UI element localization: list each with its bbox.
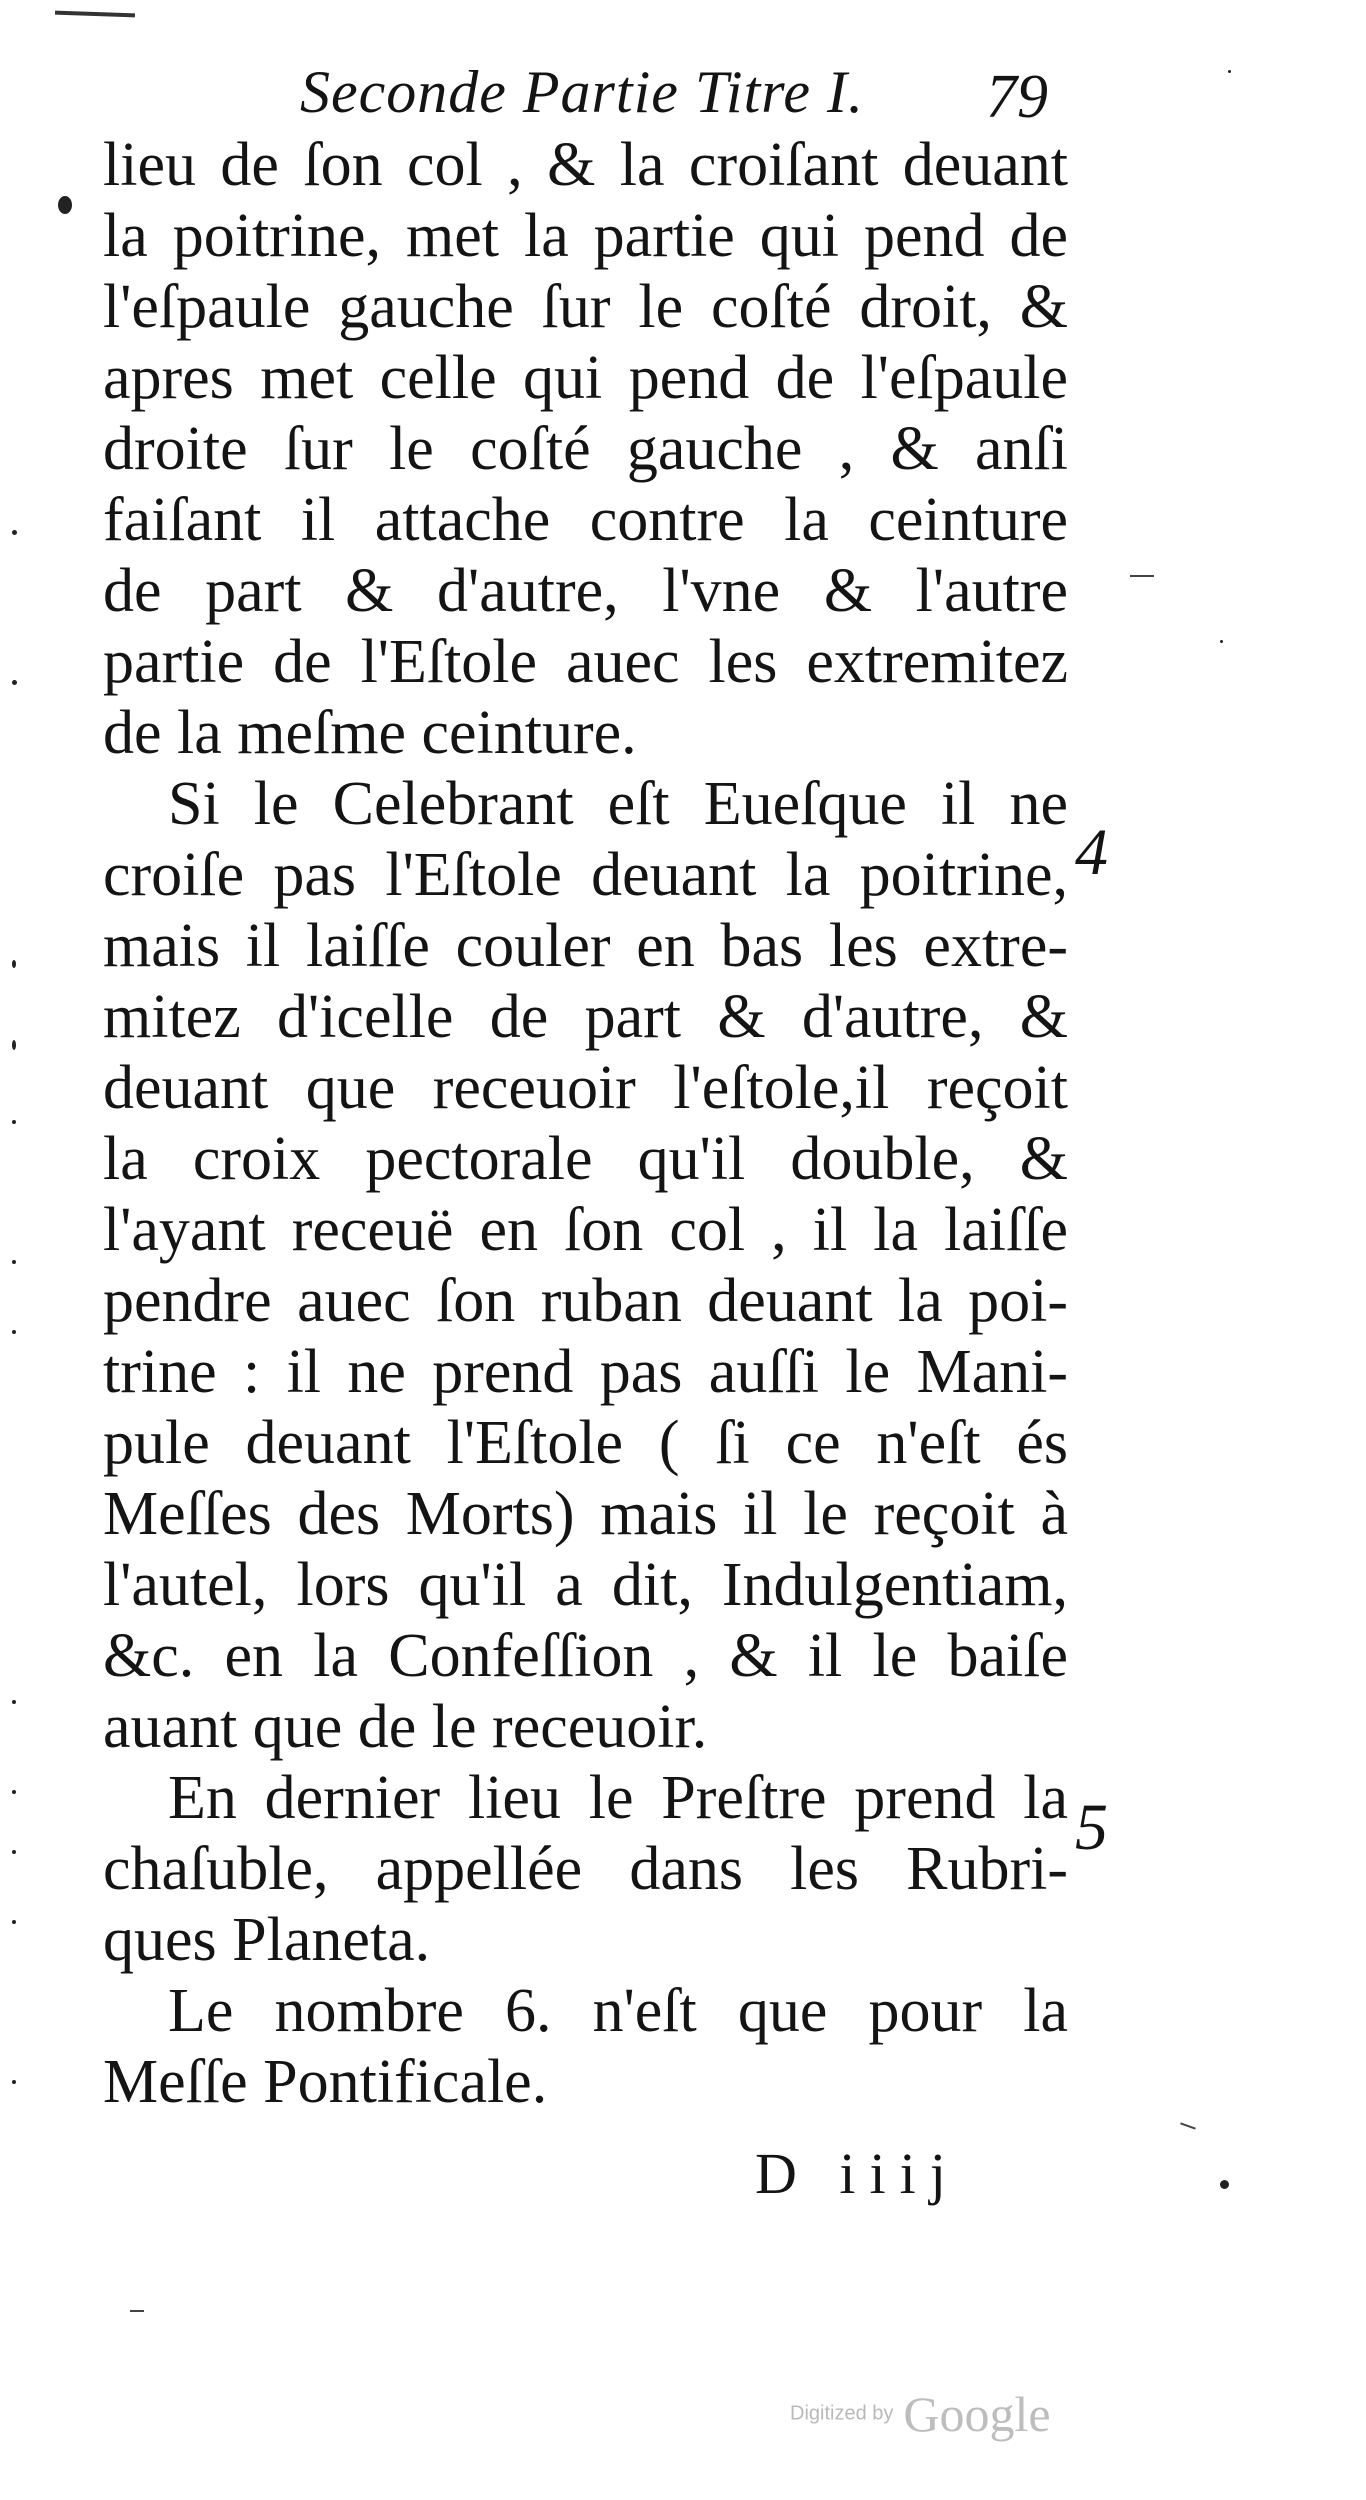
text-line: l'autel, lors qu'il a dit, Indulgentiam, [103, 1551, 1068, 1619]
scan-speck [12, 1260, 16, 1264]
scan-speck [1220, 2180, 1229, 2189]
margin-number-5: 5 [1075, 1791, 1108, 1864]
scan-speck [12, 680, 17, 685]
text-line: pule deuant l'Eſtole ( ſi ce n'eſt és [103, 1409, 1068, 1477]
scan-speck [12, 530, 17, 535]
text-line: croiſe pas l'Eſtole deuant la poitrine, [103, 841, 1068, 909]
scan-speck [12, 1330, 16, 1334]
text-line: mitez d'icelle de part & d'autre, & [103, 983, 1068, 1051]
scan-speck [12, 1850, 16, 1854]
text-line: de part & d'autre, l'vne & l'autre [103, 557, 1068, 625]
scan-speck [12, 1120, 16, 1124]
running-head: Seconde Partie Titre I. [300, 59, 864, 125]
text-line: chaſuble, appellée dans les Rubri- [103, 1835, 1068, 1903]
digitized-watermark [790, 2385, 1051, 2443]
text-line: Meſſes des Morts) mais il le reçoit à [103, 1480, 1068, 1548]
scan-speck [1228, 70, 1231, 73]
text-line: trine : il ne prend pas auſſi le Mani- [103, 1338, 1068, 1406]
text-line: ques Planeta. [103, 1906, 431, 1974]
text-line: &c. en la Confeſſion , & il le baiſe [103, 1622, 1068, 1690]
text-line: l'ayant receuë en ſon col , il la laiſſe [103, 1196, 1068, 1264]
text-line: la croix pectorale qu'il double, & [103, 1125, 1068, 1193]
scan-speck [12, 1920, 16, 1924]
scan-speck [12, 1700, 16, 1704]
text-line: la poitrine, met la partie qui pend de [103, 202, 1068, 270]
scan-speck [12, 2080, 16, 2084]
google-logo: Google [903, 2386, 1051, 2442]
text-line: Si le Celebrant eſt Eueſque il ne [168, 770, 1068, 838]
text-line: de la meſme ceinture. [103, 699, 637, 767]
page-number: 79 [986, 63, 1048, 131]
scan-mark [55, 11, 135, 18]
body-text [103, 130, 1068, 2118]
margin-number-4: 4 [1075, 816, 1108, 889]
digitized-by-text: Digitized by [790, 2402, 894, 2425]
text-line: En dernier lieu le Preſtre prend la [168, 1764, 1068, 1832]
scan-dash [130, 2310, 144, 2312]
ink-blot [58, 196, 72, 214]
text-line: l'eſpaule gauche ſur le coſté droit, & [103, 273, 1068, 341]
scan-speck [12, 1790, 16, 1794]
signature-mark: D iiij [755, 2141, 960, 2206]
text-line: mais il laiſſe couler en bas les extre- [103, 912, 1068, 980]
scan-dash [1180, 2122, 1196, 2129]
text-line: lieu de ſon col , & la croiſant deuant [103, 131, 1068, 199]
scan-speck [1220, 640, 1223, 643]
text-line: faiſant il attache contre la ceinture [103, 486, 1068, 554]
text-line: Meſſe Pontificale. [103, 2048, 548, 2116]
text-line: apres met celle qui pend de l'eſpaule [103, 344, 1068, 412]
text-line: deuant que receuoir l'eſtole,il reçoit [103, 1054, 1068, 1122]
scan-speck [12, 1040, 16, 1050]
text-line: droite ſur le coſté gauche , & anſi [103, 415, 1068, 483]
text-line: auant que de le receuoir. [103, 1693, 708, 1761]
scan-dash [1130, 575, 1154, 577]
text-line: Le nombre 6. n'eſt que pour la [168, 1977, 1068, 2045]
text-line: partie de l'Eſtole auec les extremitez [103, 628, 1068, 696]
text-line: pendre auec ſon ruban deuant la poi- [103, 1267, 1068, 1335]
scan-speck [12, 960, 16, 968]
